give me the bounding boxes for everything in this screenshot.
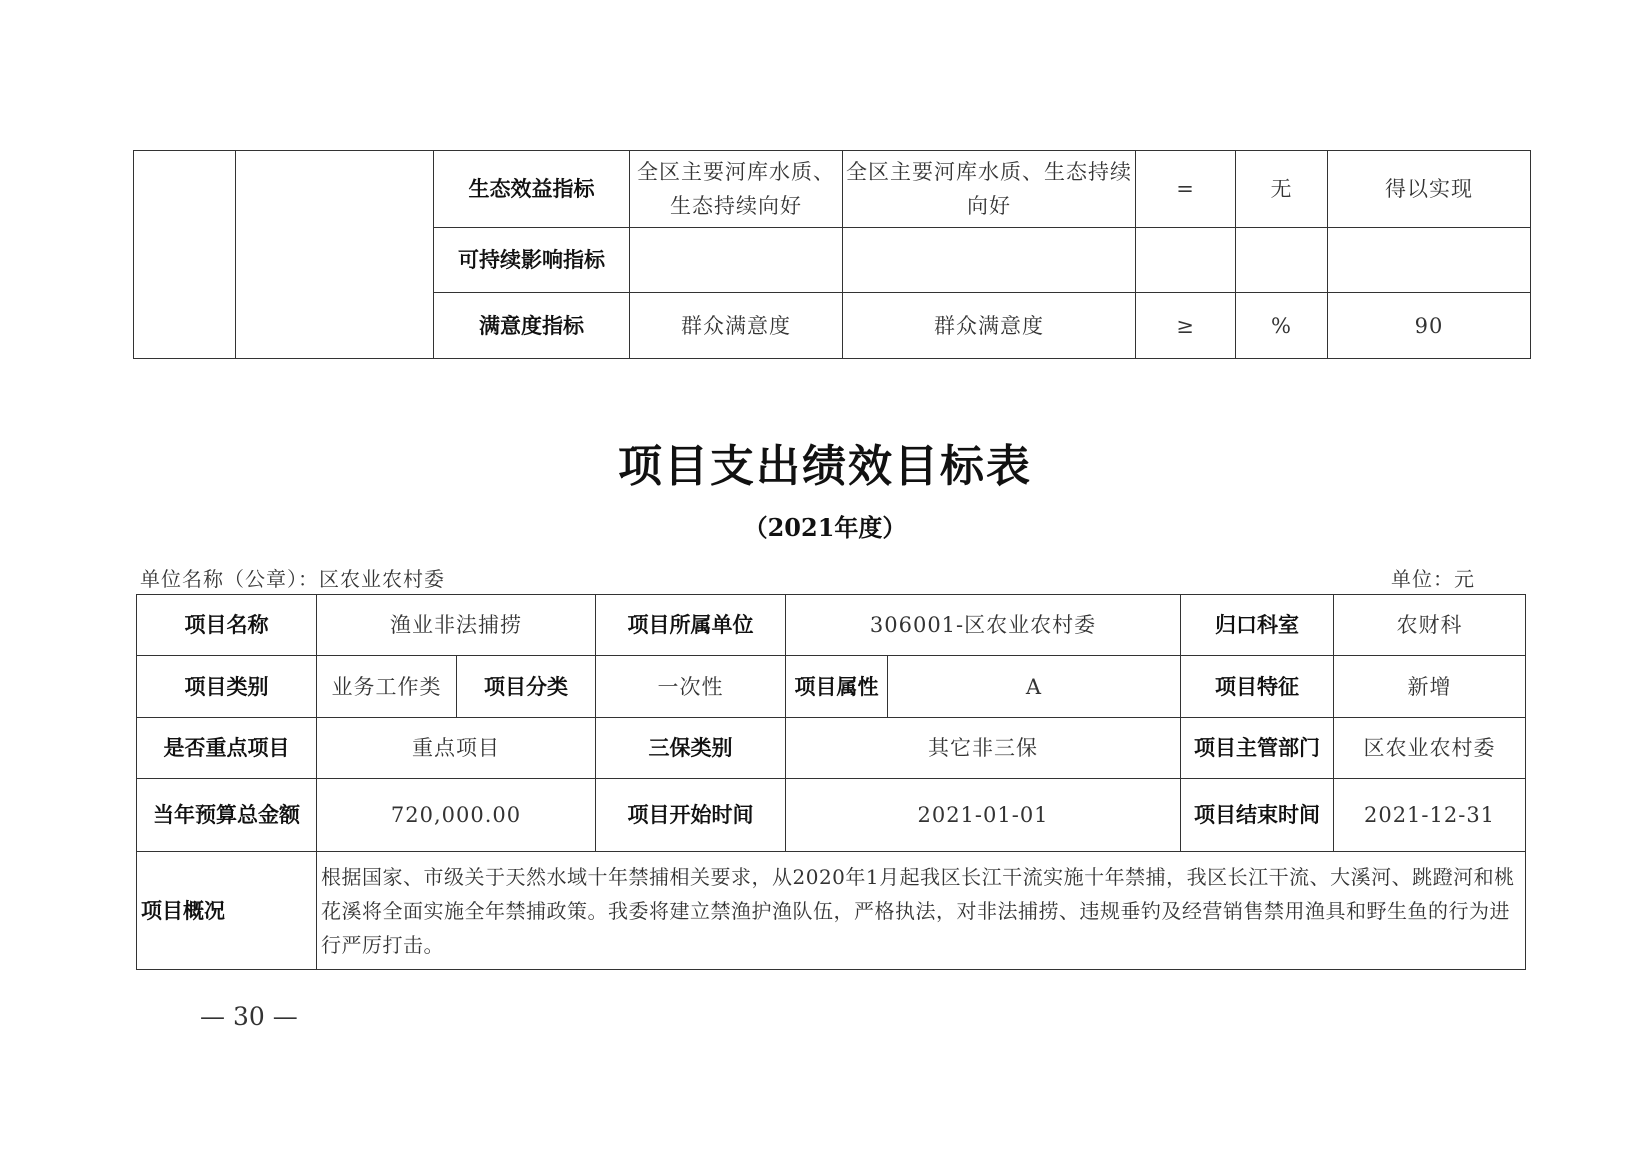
table-row (137, 656, 1526, 718)
attribute-value: A (888, 656, 1181, 718)
table-row (137, 595, 1526, 656)
attribute-label: 项目属性 (786, 656, 888, 718)
unit-currency: 单位：元 (1391, 567, 1475, 591)
classification-label: 项目分类 (457, 656, 596, 718)
budget-value: 720,000.00 (317, 779, 596, 852)
table-row (137, 852, 1526, 970)
project-table (136, 594, 1526, 970)
table-row (137, 779, 1526, 852)
feature-value: 新增 (1334, 656, 1526, 718)
indicator-value (1328, 228, 1531, 293)
project-name-label: 项目名称 (137, 595, 317, 656)
end-date-value: 2021-12-31 (1334, 779, 1526, 852)
indicator-operator (1136, 228, 1236, 293)
indicator-value: 90 (1328, 293, 1531, 359)
dept-label: 归口科室 (1181, 595, 1334, 656)
owner-unit-label: 项目所属单位 (596, 595, 786, 656)
end-date-label: 项目结束时间 (1181, 779, 1334, 852)
indicator-target: 群众满意度 (843, 293, 1136, 359)
category-label: 项目类别 (137, 656, 317, 718)
table-row (137, 718, 1526, 779)
dept-value: 农财科 (1334, 595, 1526, 656)
indicator-label: 满意度指标 (434, 293, 630, 359)
indicator-unit: 无 (1236, 151, 1328, 228)
indicator-operator: ≥ (1136, 293, 1236, 359)
indicator-unit: % (1236, 293, 1328, 359)
page-title: 项目支出绩效目标表 (618, 441, 1032, 492)
key-project-value: 重点项目 (317, 718, 596, 779)
indicator-detail (630, 228, 843, 293)
sanbao-value: 其它非三保 (786, 718, 1181, 779)
feature-label: 项目特征 (1181, 656, 1334, 718)
indicator-unit (1236, 228, 1328, 293)
indicator-label: 可持续影响指标 (434, 228, 630, 293)
supervisor-value: 区农业农村委 (1334, 718, 1526, 779)
budget-label: 当年预算总金额 (137, 779, 317, 852)
indicator-table (133, 150, 1531, 359)
empty-cell (134, 151, 236, 359)
start-date-label: 项目开始时间 (596, 779, 786, 852)
start-date-value: 2021-01-01 (786, 779, 1181, 852)
unit-name: 单位名称（公章）：区农业农村委 (140, 567, 445, 591)
owner-unit-value: 306001-区农业农村委 (786, 595, 1181, 656)
key-project-label: 是否重点项目 (137, 718, 317, 779)
table-row (134, 151, 1531, 228)
overview-text: 根据国家、市级关于天然水域十年禁捕相关要求，从2020年1月起我区长江干流实施十年禁捕，我区长江干流、大溪河、跳蹬河和桃花溪将全面实施全年禁捕政策。我委将建立禁渔护渔队伍，严格执法，对非法捕捞、违规垂钓及经营销售禁用渔具和野生鱼的行为进行严厉打击。 (317, 852, 1526, 970)
supervisor-label: 项目主管部门 (1181, 718, 1334, 779)
overview-label: 项目概况 (137, 852, 317, 970)
project-name-value: 渔业非法捕捞 (317, 595, 596, 656)
empty-cell (236, 151, 434, 359)
classification-value: 一次性 (596, 656, 786, 718)
indicator-detail: 群众满意度 (630, 293, 843, 359)
indicator-value: 得以实现 (1328, 151, 1531, 228)
year-label: （2021年度） (743, 513, 907, 542)
indicator-operator: = (1136, 151, 1236, 228)
sanbao-label: 三保类别 (596, 718, 786, 779)
indicator-detail: 全区主要河库水质、生态持续向好 (630, 151, 843, 228)
indicator-label: 生态效益指标 (434, 151, 630, 228)
page-number: — 30 — (200, 1002, 298, 1031)
category-value: 业务工作类 (317, 656, 457, 718)
indicator-target (843, 228, 1136, 293)
indicator-target: 全区主要河库水质、生态持续向好 (843, 151, 1136, 228)
